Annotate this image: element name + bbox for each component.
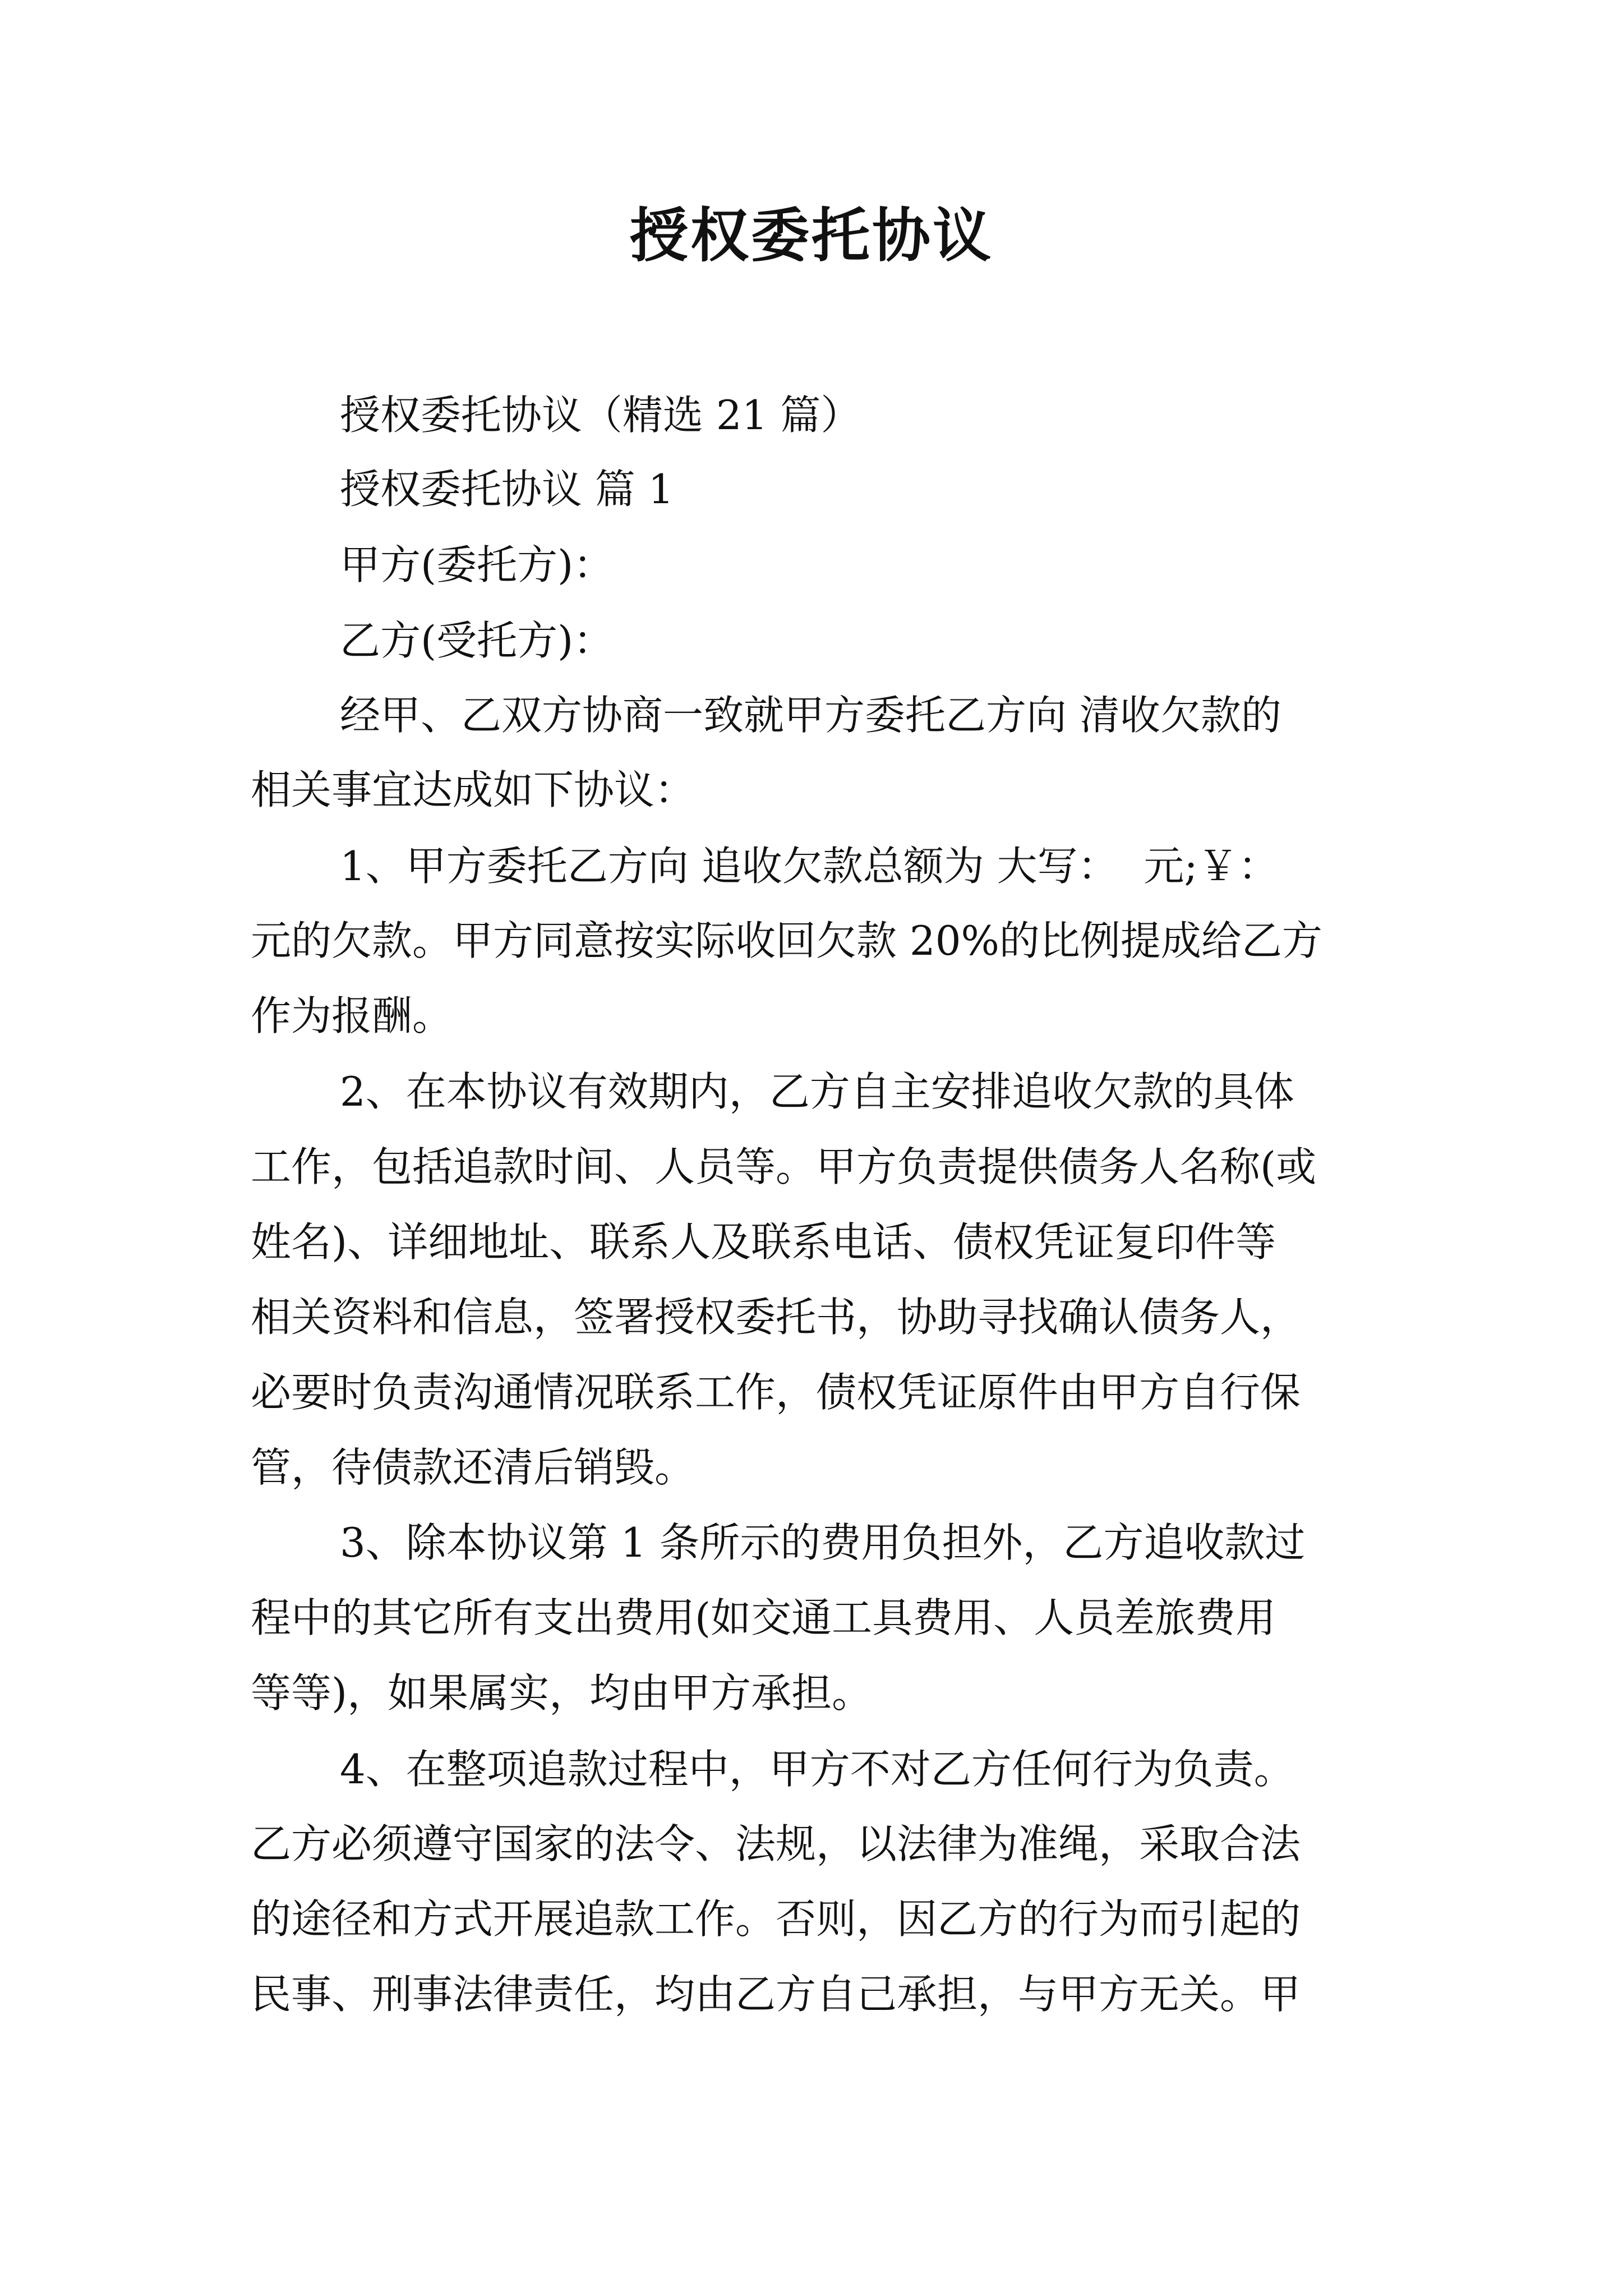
paragraph-line: 乙方必须遵守国家的法令、法规，以法律为准绳，采取合法 — [251, 1820, 1301, 1867]
paragraph-line: 姓名)、详细地址、联系人及联系电话、债权凭证复印件等 — [251, 1218, 1276, 1266]
paragraph-line: 4、在整项追款过程中，甲方不对乙方任何行为负责。 — [340, 1746, 1294, 1793]
paragraph-line: 工作，包括追款时间、人员等。甲方负责提供债务人名称(或 — [251, 1143, 1317, 1190]
paragraph-line: 3、除本协议第 1 条所示的费用负担外，乙方追收款过 — [340, 1519, 1306, 1566]
paragraph-line: 相关事宜达成如下协议： — [251, 766, 695, 813]
paragraph-line: 必要时负责沟通情况联系工作，债权凭证原件由甲方自行保 — [251, 1369, 1301, 1416]
paragraph-line: 等等)，如果属实，均由甲方承担。 — [251, 1669, 873, 1717]
paragraph-line: 元的欠款。甲方同意按实际收回欠款 20%的比例提成给乙方 — [251, 917, 1322, 964]
paragraph-line: 经甲、乙双方协商一致就甲方委托乙方向 清收欠款的 — [340, 692, 1281, 739]
paragraph-line: 管，待债款还清后销毁。 — [251, 1444, 695, 1491]
paragraph-line: 程中的其它所有支出费用(如交通工具费用、人员差旅费用 — [251, 1594, 1276, 1641]
party-b-line: 乙方(受托方)： — [340, 617, 614, 664]
paragraph-line: 2、在本协议有效期内，乙方自主安排追收欠款的具体 — [340, 1068, 1294, 1115]
party-a-line: 甲方(委托方)： — [340, 541, 614, 588]
paragraph-line: 相关资料和信息，签署授权委托书，协助寻找确认债务人， — [251, 1294, 1301, 1341]
paragraph-line: 作为报酬。 — [251, 992, 453, 1039]
section-heading: 授权委托协议 篇 1 — [340, 466, 674, 513]
document-title: 授权委托协议 — [629, 201, 993, 270]
subtitle-line: 授权委托协议（精选 21 篇） — [340, 392, 861, 439]
paragraph-line: 民事、刑事法律责任，均由乙方自己承担，与甲方无关。甲 — [251, 1971, 1301, 2018]
paragraph-line: 1、甲方委托乙方向 追收欠款总额为 大写： 元;￥： — [340, 843, 1279, 890]
paragraph-line: 的途径和方式开展追款工作。否则，因乙方的行为而引起的 — [251, 1895, 1301, 1943]
